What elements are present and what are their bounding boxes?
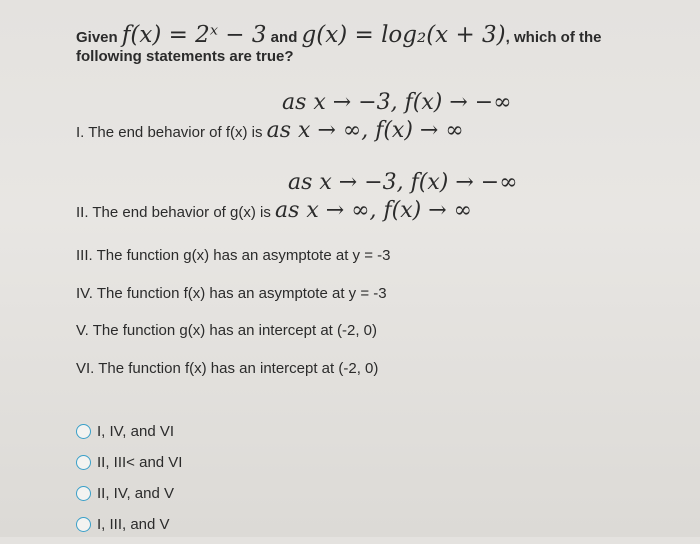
statement-1-label: I. The end behavior of f(x) is	[76, 124, 267, 141]
statement-6: VI. The function f(x) has an intercept at (-2, 0)	[76, 360, 379, 377]
radio-button[interactable]	[76, 455, 91, 470]
question-suffix: , which of the	[505, 29, 602, 46]
statement-2-bottom-math: as x → ∞, f(x) → ∞	[275, 198, 473, 223]
choice-label: II, III< and VI	[97, 454, 183, 471]
statement-3: III. The function g(x) has an asymptote at y = -3	[76, 247, 391, 264]
choice-label: I, III, and V	[97, 516, 170, 533]
radio-button[interactable]	[76, 486, 91, 501]
statement-1-top-math: as x → −3, f(x) → −∞	[282, 90, 512, 115]
radio-button[interactable]	[76, 517, 91, 532]
choice-option[interactable]	[76, 513, 182, 536]
statement-2-top-math: as x → −3, f(x) → −∞	[288, 170, 518, 195]
statement-5: V. The function g(x) has an intercept at (-2, 0)	[76, 322, 377, 339]
choice-option[interactable]	[76, 482, 182, 505]
g-definition: g(x) = log₂(x + 3)	[301, 22, 506, 48]
statement-1	[76, 118, 464, 143]
question-stem	[76, 22, 602, 48]
statement-4: IV. The function f(x) has an asymptote at y = -3	[76, 285, 387, 302]
choice-label: I, IV, and VI	[97, 423, 174, 440]
question-stem-line2: following statements are true?	[76, 48, 294, 65]
f-definition: f(x) = 2ˣ − 3	[121, 22, 267, 48]
choice-option[interactable]	[76, 451, 182, 474]
answer-choices	[76, 420, 182, 544]
choice-label: II, IV, and V	[97, 485, 174, 502]
statement-2	[76, 198, 472, 223]
question-prefix: Given	[76, 29, 122, 46]
statement-1-bottom-math: as x → ∞, f(x) → ∞	[266, 118, 464, 143]
radio-button[interactable]	[76, 424, 91, 439]
question-and: and	[266, 29, 302, 46]
statement-2-label: II. The end behavior of g(x) is	[76, 204, 275, 221]
choice-option[interactable]	[76, 420, 182, 443]
